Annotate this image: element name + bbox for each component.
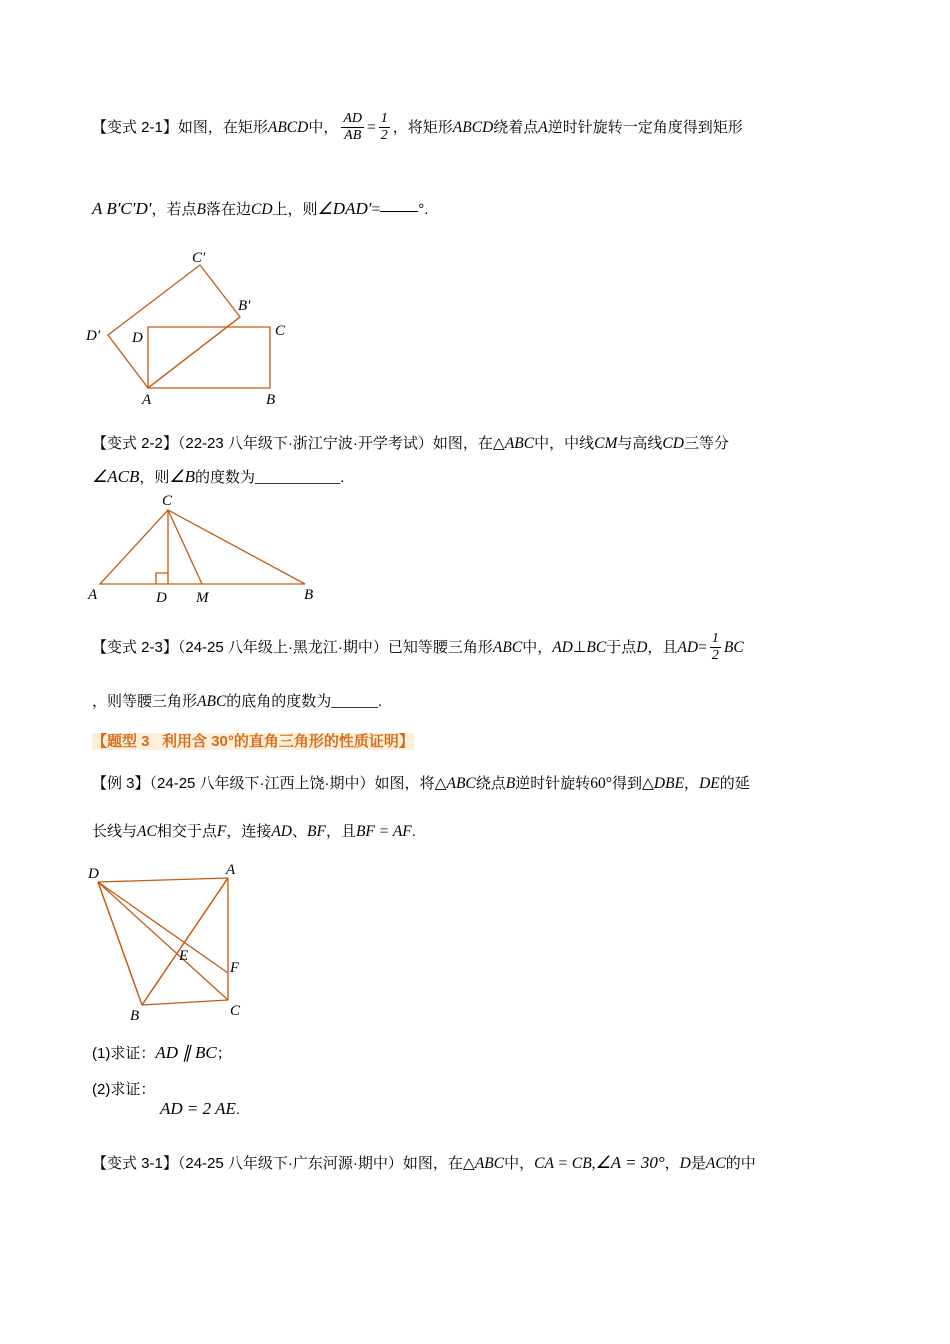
svg-text:C: C (230, 1003, 241, 1019)
problem-bianshi-2-3: 【变式 2-3】（24-25 八年级上·黑龙江·期中）已知等腰三角形ABC中，AD⊥BC于点D，且AD= $\frac{1}{2}$ BC (92, 631, 744, 664)
problem-source: （24-25 八年级上·黑龙江·期中） (177, 639, 388, 657)
question-2: (2)求证： (92, 1081, 156, 1098)
problem-tag: 【变式 3-1】 (92, 1155, 178, 1172)
answer-blank[interactable] (380, 211, 418, 212)
answer-blank[interactable]: ___________ (255, 469, 341, 486)
svg-text:A: A (142, 392, 152, 408)
svg-text:E: E (179, 948, 189, 964)
problem-example-3-line2: 长线与AC相交于点F，连接AD、BF，且BF = AF. (92, 823, 416, 840)
problem-bianshi-2-2-line2: ∠ACB，则∠B的度数为___________. (92, 467, 345, 486)
svg-text:D′: D′ (86, 328, 101, 344)
problem-source: （24-25 八年级下·广东河源·期中） (177, 1155, 403, 1172)
svg-text:A: A (226, 862, 236, 878)
svg-text:M: M (196, 590, 209, 606)
fraction-one-half-2: $\frac{1}{2}$ (711, 631, 719, 664)
svg-text:D: D (156, 590, 167, 606)
svg-text:F: F (230, 960, 240, 976)
problem-bianshi-2-3-line2: ，则等腰三角形ABC的底角的度数为______. (92, 693, 382, 710)
problem-bianshi-2-2: 【变式 2-2】（22-23 八年级下·浙江宁波·开学考试）如图，在△ABC中，中线CM与高线CD三等分 (92, 435, 729, 452)
svg-text:B′: B′ (238, 298, 251, 314)
svg-text:B: B (266, 392, 276, 408)
problem-source: （22-23 八年级下·浙江宁波·开学考试） (177, 435, 433, 452)
svg-text:B: B (304, 587, 314, 603)
problem-bianshi-2-1-line2: A B′C′D′，若点B落在边CD上，则∠DAD′= °. (92, 199, 429, 218)
problem-tag: 【变式 2-2】 (92, 435, 178, 452)
svg-text:D: D (88, 866, 99, 882)
problem-bianshi-3-1: 【变式 3-1】（24-25 八年级下·广东河源·期中）如图，在△ABC中，CA = CB,∠A = 30°，D是AC的中 (92, 1153, 756, 1172)
svg-text:C: C (275, 323, 286, 339)
answer-blank[interactable]: ______ (331, 693, 378, 710)
fraction-one-half: $\frac{1}{2}$ (380, 111, 388, 144)
figure-rectangle-rotation (80, 240, 340, 408)
figure-triangle-median (80, 492, 340, 607)
section-heading-3: 【题型 3 利用含 30°的直角三角形的性质证明】 (92, 733, 414, 750)
svg-text:C: C (162, 493, 173, 509)
problem-tag: 【变式 2-3】 (92, 639, 178, 657)
question-1: (1)求证：AD ∥ BC； (92, 1043, 232, 1062)
svg-text:A: A (88, 587, 98, 603)
problem-bianshi-2-1: 【变式 2-1】如图，在矩形ABCD中， $\frac{AD}{AB}$ = $\frac{1}{2}$ ，将矩形ABCD绕着点A逆时针旋转一定角度得到矩形 (92, 111, 743, 144)
question-2-math: AD = 2 AE. (160, 1099, 241, 1118)
figure-rotation-60 (80, 860, 340, 1025)
problem-example-3: 【例 3】（24-25 八年级下·江西上饶·期中）如图，将△ABC绕点B逆时针旋转60°得到△DBE，DE的延 (92, 775, 750, 792)
problem-source: （24-25 八年级下·江西上饶·期中） (149, 775, 375, 792)
svg-text:C′: C′ (192, 250, 206, 266)
svg-text:B: B (130, 1008, 140, 1024)
problem-tag: 【例 3】 (92, 775, 150, 792)
problem-tag: 【变式 2-1】 (92, 119, 178, 137)
fraction-ad-ab: $\frac{AD}{AB}$ (343, 111, 363, 144)
svg-text:D: D (132, 330, 143, 346)
